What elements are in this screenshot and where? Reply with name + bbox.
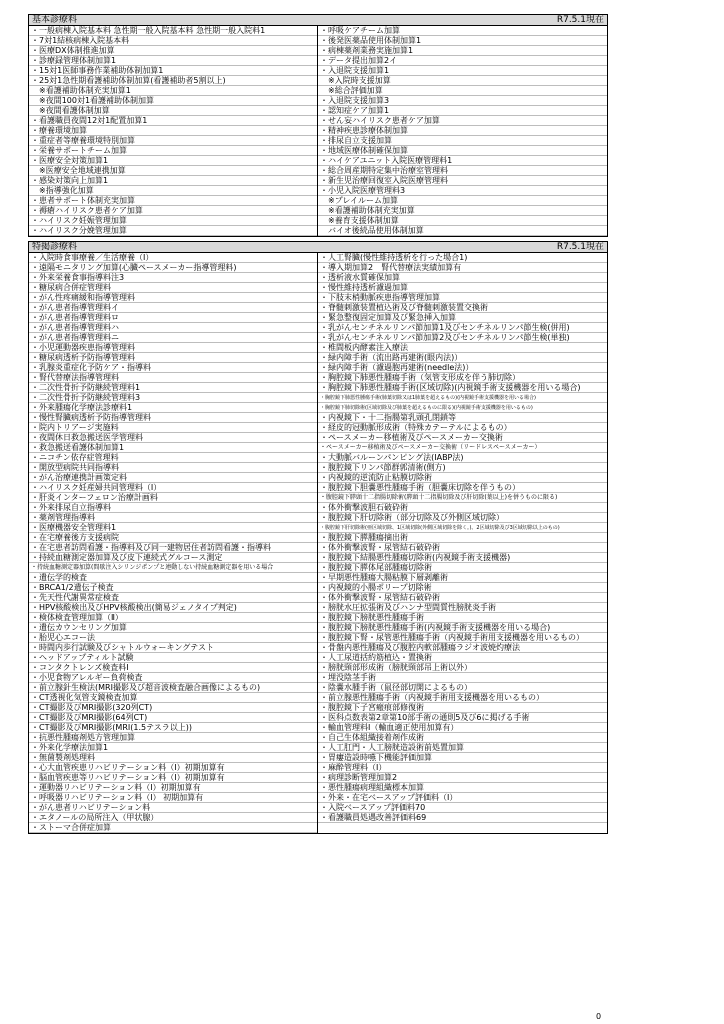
- list-item: ・小児入院医療管理料3: [318, 186, 607, 196]
- list-item: ・大動脈バルーンパンピング法(IABP法): [318, 453, 607, 463]
- list-item: ・陰嚢水腫手術（鼠径部切開によるもの）: [318, 683, 607, 693]
- list-item: ・ニコチン依存症管理料: [29, 453, 317, 463]
- list-item: ※プレイルーム加算: [318, 196, 607, 206]
- list-item: ・がん患者指導管理料ロ: [29, 313, 317, 323]
- list-item: ・総合周産期特定集中治療室管理料: [318, 166, 607, 176]
- list-item: ・ハイリスク妊娠管理加算: [29, 216, 317, 226]
- list-item: ・小児食物アレルギー負荷検査: [29, 673, 317, 683]
- basic-section-header: [28, 14, 608, 26]
- list-item: ・自己生体組織接着剤作成術: [318, 733, 607, 743]
- list-item: ・15対1医師事務作業補助体制加算1: [29, 66, 317, 76]
- list-item: ・人工肛門・人工膀胱造設術前処置加算: [318, 743, 607, 753]
- list-item: ・体外衝撃波胆石破砕術: [318, 503, 607, 513]
- list-item: ・二次性骨折予防継続管理料1: [29, 383, 317, 393]
- list-item: ・外来・在宅ベースアップ評価料（Ⅰ）: [318, 793, 607, 803]
- list-item: ・ヘッドアップティルト試験: [29, 653, 317, 663]
- list-item: ・CT透視化気管支鏡検査加算: [29, 693, 317, 703]
- list-item: ・腹腔鏡下リンパ節群郭清術(側方): [318, 463, 607, 473]
- list-item: ・医療DX体制推進加算: [29, 46, 317, 56]
- list-item: ・糖尿病合併症管理料: [29, 283, 317, 293]
- list-item: ・看護職員処遇改善評価料69: [318, 813, 607, 823]
- special-section-body: [28, 253, 608, 834]
- list-item: ・CT撮影及びMRI撮影(MRI(1.5テスラ以上)): [29, 723, 317, 733]
- list-item: ・骨盤内悪性腫瘍及び腹腔内軟部腫瘍ラジオ波焼灼療法: [318, 643, 607, 653]
- list-item: ・遺伝学的検査: [29, 573, 317, 583]
- list-item: ・認知症ケア加算1: [318, 106, 607, 116]
- list-item: ・HPV核酸検出及びHPV核酸検出(簡易ジェノタイプ判定): [29, 603, 317, 613]
- list-item: ・コンタクトレンズ検査料Ⅰ: [29, 663, 317, 673]
- list-item: ・遠隔モニタリング加算(心臓ペースメーカー指導管理料): [29, 263, 317, 273]
- facility-standards-sheet: [28, 14, 608, 834]
- list-item: ・心大血管疾患リハビリテーション料（Ⅰ）初期加算有: [29, 763, 317, 773]
- list-item: ・栄養サポートチーム加算: [29, 146, 317, 156]
- list-item: ・胎児心エコー法: [29, 633, 317, 643]
- list-item: ・先天性代謝異常症検査: [29, 593, 317, 603]
- list-item: ※養育支援体制加算: [318, 216, 607, 226]
- list-item: ・緊急整復固定加算及び緊急挿入加算: [318, 313, 607, 323]
- list-item: ・外来化学療法加算1: [29, 743, 317, 753]
- list-item: ・入退院支援加算3: [318, 96, 607, 106]
- list-item: ・医療安全対策加算1: [29, 156, 317, 166]
- list-item: ・乳がんセンチネルリンパ節加算1及びセンチネルリンパ節生検(併用): [318, 323, 607, 333]
- list-item: ・ハイリスク分娩管理加算: [29, 226, 317, 236]
- list-item: ・下肢末梢動脈疾患指導管理加算: [318, 293, 607, 303]
- list-item: ・CT撮影及びMRI撮影(64列CT): [29, 713, 317, 723]
- list-item: ・膀胱水圧拡張術及びハンナ型間質性膀胱炎手術: [318, 603, 607, 613]
- list-item: ・外来栄養食事指導料注3: [29, 273, 317, 283]
- list-item: ・慢性維持透析濾過加算: [318, 283, 607, 293]
- list-item: ・腹腔鏡下膀胱悪性腫瘍手術: [318, 613, 607, 623]
- list-item: ・椎間板内酵素注入療法: [318, 343, 607, 353]
- basic-right-column: [318, 26, 607, 236]
- list-item: ・内視鏡下・十二指腸第乳頭孔閉鎖等: [318, 413, 607, 423]
- list-item: ・ペースメーカー移植術及びペースメーカー交換術: [318, 433, 607, 443]
- list-item: ・患者サポート体制充実加算: [29, 196, 317, 206]
- list-item: ・BRCA1/2遺伝子検査: [29, 583, 317, 593]
- list-item: ・院内トリアージ実施料: [29, 423, 317, 433]
- list-item: ・胃瘻造設時嚥下機能評価加算: [318, 753, 607, 763]
- list-item: ・看護職員夜間12対1配置加算1: [29, 116, 317, 126]
- list-item: ・持続血糖測定器加算及び皮下連続式グルコース測定: [29, 553, 317, 563]
- page-number: 0: [596, 1012, 602, 1021]
- list-item: ・糖尿病透析予防指導管理料: [29, 353, 317, 363]
- list-item: ・入院ベースアップ評価料70: [318, 803, 607, 813]
- list-item: ・褥瘡ハイリスク患者ケア加算: [29, 206, 317, 216]
- list-item: ・外来排尿自立指導料: [29, 503, 317, 513]
- list-item: ・がん患者指導管理料ハ: [29, 323, 317, 333]
- special-right-column: [318, 253, 607, 833]
- list-item: ・抗悪性腫瘍剤処方管理加算: [29, 733, 317, 743]
- list-item: ・がん性疼痛緩和指導管理料: [29, 293, 317, 303]
- list-item: ・医療機器安全管理料1: [29, 523, 317, 533]
- list-item: ・在宅患者訪問看護・指導料及び同一建物居住者訪問看護・指導料: [29, 543, 317, 553]
- list-item: ・埋没陰茎手術: [318, 673, 607, 683]
- list-item: ・医科点数表第2章第10部手術の通則5及び6に掲げる手術: [318, 713, 607, 723]
- list-item: ・導入期加算2 腎代替療法実績加算有: [318, 263, 607, 273]
- list-item: ・ハイリスク妊産婦共同管理料（Ⅰ）: [29, 483, 317, 493]
- list-item: ・乳がんセンチネルリンパ節加算2及びセンチネルリンパ節生検(単独): [318, 333, 607, 343]
- list-item: ・腹腔鏡下膵体尾部腫瘍切除術: [318, 563, 607, 573]
- list-item: ・内視鏡的逆流防止粘膜切除術: [318, 473, 607, 483]
- list-item: ・重症者等療養環境特別加算: [29, 136, 317, 146]
- list-item: ・開放型病院共同指導料: [29, 463, 317, 473]
- list-item: ・腹腔鏡下膀胱悪性腫瘍手術(内視鏡手術支援機器を用いる場合): [318, 623, 607, 633]
- list-item: ・遺伝カウンセリング加算: [29, 623, 317, 633]
- list-item: ・小児運動器疾患指導管理料: [29, 343, 317, 353]
- list-item: ・がん患者指導管理料ニ: [29, 333, 317, 343]
- list-item: ・7対1結核病棟入院基本料: [29, 36, 317, 46]
- list-item: ・脊髄刺激装置植込術及び脊髄刺激装置交換術: [318, 303, 607, 313]
- list-item: ※指導強化加算: [29, 186, 317, 196]
- list-item: ・地域医療体制確保加算: [318, 146, 607, 156]
- list-item: ・新生児治療回復室入院医療管理料: [318, 176, 607, 186]
- special-section-title: 特掲診療料: [32, 242, 78, 252]
- list-item: ・持続血糖測定器加算(間歇注入シリンジポンプと連動しない持続血糖測定器を用いる場合: [29, 563, 317, 573]
- list-item: ・腹腔鏡下膵頭十二指腸切除術(膵頭十二指腸切除及び肝切除(葉以上)を併うものに限る): [318, 493, 607, 503]
- list-item: ・ペースメーカー移植術及びペースメーカー交換術（リードレスペースメーカー）: [318, 443, 607, 453]
- basic-section-date: R7.5.1現在: [556, 15, 604, 25]
- list-item: ・腹腔鏡下膵腫瘍摘出術: [318, 533, 607, 543]
- list-item: ・経皮的冠動脈形成術（特殊カテーテルによるもの）: [318, 423, 607, 433]
- list-item: ・早期悪性腫瘍大腸粘膜下層剥離術: [318, 573, 607, 583]
- list-item: ※看護補助体制充実加算1: [29, 86, 317, 96]
- list-item: ・腹腔鏡下子宮瘢痕部修復術: [318, 703, 607, 713]
- list-item: ※夜間100対1看護補助体制加算: [29, 96, 317, 106]
- special-section-header: [28, 241, 608, 253]
- list-item: ・入院時食事療養／生活療養（Ⅰ）: [29, 253, 317, 263]
- list-item: ※医療安全地域連携加算: [29, 166, 317, 176]
- list-item: ・一般病棟入院基本料 急性期一般入院基本料 急性期一般入院料1: [29, 26, 317, 36]
- list-item: ・CT撮影及びMRI撮影(320列CT): [29, 703, 317, 713]
- list-item: ・ストーマ合併症加算: [29, 823, 317, 833]
- list-item: ・膀胱頸部形成術（膀胱頸部吊上術以外）: [318, 663, 607, 673]
- special-left-column: [29, 253, 318, 833]
- list-item: ・呼吸器リハビリテーション料（Ⅰ） 初期加算有: [29, 793, 317, 803]
- list-item: ・腹腔鏡下胆嚢悪性腫瘍手術（胆嚢床切除を伴うもの）: [318, 483, 607, 493]
- list-item: ・体外衝撃波腎・尿管結石破砕術: [318, 593, 607, 603]
- list-item: ・無菌製剤処理料: [29, 753, 317, 763]
- list-item: ・人工腎臓(慢性維持透析を行った場合1): [318, 253, 607, 263]
- list-item: ・胸腔鏡下肺悪性腫瘍手術(区域切除)(内視鏡手術支援機器を用いる場合): [318, 383, 607, 393]
- list-item: ・緑内障手術（流出路再建術(眼内法)）: [318, 353, 607, 363]
- list-item: ・悪性腫瘍病理組織標本加算: [318, 783, 607, 793]
- list-item: ・病理診断管理加算2: [318, 773, 607, 783]
- list-item: ・呼吸ケアチーム加算: [318, 26, 607, 36]
- list-item: ・腹腔鏡下肝切除術(亜区域切除、1区域切除(外側区域切除を除く。)、2区域切除及び3区域切除以上のもの): [318, 523, 607, 533]
- list-item: ・救急搬送看護体制加算1: [29, 443, 317, 453]
- list-item: ※入院時支援加算: [318, 76, 607, 86]
- basic-section-title: 基本診療料: [32, 15, 78, 25]
- list-item: ・夜間休日救急搬送医学管理料: [29, 433, 317, 443]
- list-item: ・時間内歩行試験及びシャトルウォーキングテスト: [29, 643, 317, 653]
- list-item: ・運動器リハビリテーション料（Ⅰ）初期加算有: [29, 783, 317, 793]
- list-item: ・胸腔鏡下肺切除術(区域切除及び肺葉を超えるものに限る)(内視鏡手術支援機器を用いるもの): [318, 403, 607, 413]
- list-item: ・透析液水質確保加算: [318, 273, 607, 283]
- list-item: ・腎代替療法指導管理料: [29, 373, 317, 383]
- list-item: ・二次性骨折予防継続管理料3: [29, 393, 317, 403]
- list-item: ・脳血管疾患等リハビリテーション料（Ⅰ）初期加算有: [29, 773, 317, 783]
- list-item: ・腹腔鏡下結腸悪性腫瘍切除術(内視鏡手術支援機器): [318, 553, 607, 563]
- list-item: ・緑内障手術（濾過胞再建術(needle法)）: [318, 363, 607, 373]
- list-item: ・がん患者リハビリテーション料: [29, 803, 317, 813]
- list-item: ・せん妄ハイリスク患者ケア加算: [318, 116, 607, 126]
- list-item: ・人工尿道括約筋植込・置換術: [318, 653, 607, 663]
- list-item: ・薬剤管理指導料: [29, 513, 317, 523]
- list-item: ・前立腺悪性腫瘍手術（内視鏡手術用支援機器を用いるもの）: [318, 693, 607, 703]
- list-item: ・データ提出加算2イ: [318, 56, 607, 66]
- list-item: ・胸腔鏡下肺悪性腫瘍手術（気管支形成を伴う肺切除）: [318, 373, 607, 383]
- list-item: ・前立腺針生検法(MRI撮影及び超音波検査融合画像によるもの): [29, 683, 317, 693]
- list-item: ・麻酔管理料（Ⅰ）: [318, 763, 607, 773]
- list-item: ・輸血管理料Ⅰ（輸血適正使用加算有）: [318, 723, 607, 733]
- list-item: ・病棟薬剤業務実施加算1: [318, 46, 607, 56]
- list-item: ・在宅療養後方支援病院: [29, 533, 317, 543]
- basic-section-body: [28, 26, 608, 237]
- list-item: ・がん治療連携計画策定料: [29, 473, 317, 483]
- list-item: ・がん患者指導管理料イ: [29, 303, 317, 313]
- list-item: ・腹腔鏡下肝切除術（部分切除及び外側区域切除）: [318, 513, 607, 523]
- list-item: ・エタノールの局所注入（甲状腺）: [29, 813, 317, 823]
- list-item: ・内視鏡的小腸ポリープ切除術: [318, 583, 607, 593]
- list-item: ・乳腺炎重症化予防ケア・指導料: [29, 363, 317, 373]
- list-item: ・外来腫瘍化学療法診療料1: [29, 403, 317, 413]
- list-item: ・検体検査管理加算（Ⅱ）: [29, 613, 317, 623]
- list-item: ・腹腔鏡下腎・尿管悪性腫瘍手術（内視鏡手術用支援機器を用いるもの）: [318, 633, 607, 643]
- list-item: ※総合評価加算: [318, 86, 607, 96]
- list-item: ・慢性腎臓病透析予防指導管理料: [29, 413, 317, 423]
- list-item: ・診療録管理体制加算1: [29, 56, 317, 66]
- list-item: ・体外衝撃波腎・尿管結石破砕術: [318, 543, 607, 553]
- list-item: ・ハイケアユニット入院医療管理料1: [318, 156, 607, 166]
- list-item: ・精神疾患診療体制加算: [318, 126, 607, 136]
- list-item: ※看護補助体制充実加算: [318, 206, 607, 216]
- list-item: ・25対1急性期看護補助体制加算(看護補助者5割以上): [29, 76, 317, 86]
- list-item: ・入退院支援加算1: [318, 66, 607, 76]
- list-item: ・排尿自立支援加算: [318, 136, 607, 146]
- basic-left-column: [29, 26, 318, 236]
- list-item: ・肝炎インターフェロン治療計画料: [29, 493, 317, 503]
- list-item: ・胸腔鏡下肺悪性腫瘍手術(肺葉切除又は1肺葉を超えるもの)(内視鏡手術支援機器を用いる場合): [318, 393, 607, 403]
- list-item: ・感染対策向上加算1: [29, 176, 317, 186]
- list-item: バイオ後続品使用体制加算: [318, 226, 607, 236]
- special-section-date: R7.5.1現在: [556, 242, 604, 252]
- list-item: ・療養環境加算: [29, 126, 317, 136]
- list-item: ※夜間看護体制加算: [29, 106, 317, 116]
- list-item: ・後発医薬品使用体制加算1: [318, 36, 607, 46]
